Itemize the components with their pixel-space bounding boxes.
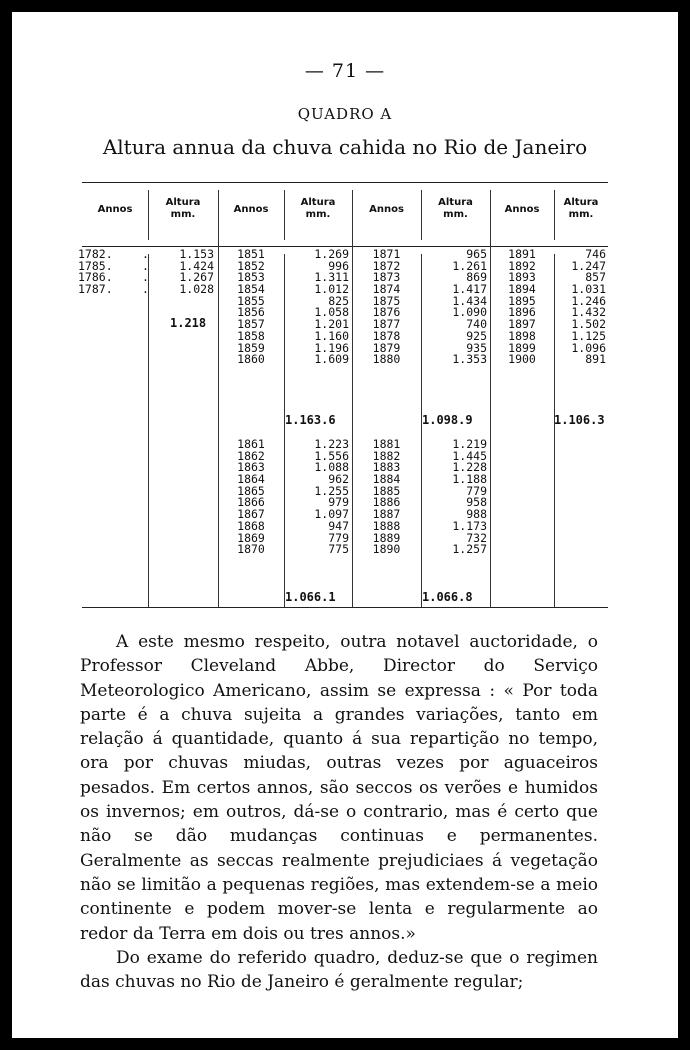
value-cell: 1.188 <box>452 472 487 487</box>
year-cell: 1870 <box>237 542 265 557</box>
year-cell: 1875 <box>372 293 401 308</box>
book-page <box>12 12 678 1038</box>
values-column-1870s <box>423 249 487 366</box>
year-cell: 1871 <box>372 247 401 261</box>
header-altura: Altura mm. <box>563 197 599 220</box>
value-cell: 740 <box>466 317 487 332</box>
value-cell: 1.609 <box>314 352 349 367</box>
year-cell: 1857 <box>237 317 265 332</box>
leader-dot: . <box>142 270 149 285</box>
year-cell: 1866 <box>237 495 265 510</box>
year-cell: 1898 <box>508 328 536 343</box>
years-column-1870s <box>352 249 421 366</box>
average-1890s: 1.106.3 <box>554 413 605 427</box>
value-cell: 779 <box>328 530 349 545</box>
year-cell: 1879 <box>372 340 401 355</box>
table-bottom-rule <box>82 607 608 608</box>
year-cell: 1858 <box>237 328 265 343</box>
year-cell: 1862 <box>237 448 265 463</box>
year-cell: 1877 <box>372 317 401 332</box>
year-cell: 1894 <box>508 282 536 297</box>
year-cell: 1852 <box>237 258 265 273</box>
year-cell: 1895 <box>508 293 536 308</box>
value-cell: 1.261 <box>452 258 487 273</box>
year-cell: 1896 <box>508 305 536 320</box>
page-number: — 71 — <box>304 60 386 82</box>
years-column-1880s <box>352 439 421 556</box>
year-cell: 1856 <box>237 305 265 320</box>
year-cell: 1863 <box>237 460 265 475</box>
value-cell: 1.223 <box>314 437 349 451</box>
value-cell: 1.219 <box>452 437 487 451</box>
year-cell: 1892 <box>508 258 536 273</box>
year-cell: 1890 <box>372 542 401 557</box>
value-cell: 996 <box>328 258 349 273</box>
years-column-1850s <box>218 249 284 366</box>
value-cell: 962 <box>328 472 349 487</box>
value-cell: 891 <box>585 352 606 367</box>
value-cell: 1.247 <box>571 258 606 273</box>
values-column-1850s <box>286 249 349 366</box>
year-cell: 1853 <box>237 270 265 285</box>
table-title: Altura annua da chuva cahida no Rio de Janeiro <box>102 135 588 159</box>
value-cell: 1.246 <box>571 293 606 308</box>
value-cell: 1.012 <box>314 282 349 297</box>
year-cell: 1869 <box>237 530 265 545</box>
value-cell: 988 <box>466 507 487 522</box>
average-1780s: 1.218 <box>170 316 207 330</box>
leader-dot: . <box>142 247 149 261</box>
year-cell: 1886 <box>372 495 401 510</box>
values-column-1890s <box>556 249 606 366</box>
value-cell: 1.432 <box>571 305 606 320</box>
years-column-1890s <box>490 249 554 366</box>
column-separator <box>284 254 285 607</box>
year-cell: 1876 <box>372 305 401 320</box>
paragraph: A este mesmo respeito, outra notavel auctoridade, o Professor Cleveland Abbe, Director do Serviço Meteorologico Americano, assim se expressa : « Por toda parte é a chuva sujeita a grandes variações, tanto em relação á quantidade, quanto á sua repartição no tempo, ora por chuvas miudas, outras vezes por aguaceiros pesados. Em certos annos, são seccos os verões e humidos os invernos; em outros, dá-se o contrario, mas é certo que não se dão mudanças continuas e permanentes. Geralmente as seccas realmente prejudiciaes á vegetação não se limitão a pequenas regiões, mas extendem-se a meio continente e podem mover-se lenta e regularmente ao redor da Terra em dois ou tres annos.» <box>80 632 598 944</box>
value-cell: 1.353 <box>452 352 487 367</box>
year-cell: 1881 <box>372 437 401 451</box>
year-cell: 1860 <box>237 352 265 367</box>
year-cell: 1891 <box>508 247 536 261</box>
value-cell: 1.097 <box>314 507 349 522</box>
leader-dot: . <box>142 258 149 273</box>
value-cell: 1.160 <box>314 328 349 343</box>
table-label: QUADRO A <box>297 105 393 123</box>
year-cell: 1787. <box>78 282 113 297</box>
year-cell: 1873 <box>372 270 401 285</box>
year-cell: 1880 <box>372 352 401 367</box>
year-cell: 1865 <box>237 483 265 498</box>
year-cell: 1854 <box>237 282 265 297</box>
year-cell: 1878 <box>372 328 401 343</box>
value-cell: 1.228 <box>452 460 487 475</box>
year-cell: 1864 <box>237 472 265 487</box>
value-cell: 1.424 <box>179 258 214 273</box>
table-top-rule <box>82 182 608 183</box>
value-cell: 958 <box>466 495 487 510</box>
value-cell: 925 <box>466 328 487 343</box>
header-altura: Altura mm. <box>300 197 336 220</box>
year-cell: 1861 <box>237 437 265 451</box>
year-cell: 1855 <box>237 293 265 308</box>
year-cell: 1867 <box>237 507 265 522</box>
average-1880s: 1.066.8 <box>422 590 473 604</box>
leader-dots-column <box>142 249 149 296</box>
years-column-1780s <box>78 249 113 296</box>
year-cell: 1887 <box>372 507 401 522</box>
value-cell: 746 <box>585 247 606 261</box>
value-cell: 1.090 <box>452 305 487 320</box>
values-column-1780s <box>150 249 214 296</box>
value-cell: 1.058 <box>314 305 349 320</box>
year-cell: 1888 <box>372 518 401 533</box>
year-cell: 1868 <box>237 518 265 533</box>
values-column-1880s <box>423 439 487 556</box>
value-cell: 1.173 <box>452 518 487 533</box>
value-cell: 1.196 <box>314 340 349 355</box>
value-cell: 935 <box>466 340 487 355</box>
value-cell: 1.125 <box>571 328 606 343</box>
year-cell: 1785. <box>78 258 113 273</box>
values-column-1860s <box>286 439 349 556</box>
average-1870s: 1.098.9 <box>422 413 473 427</box>
year-cell: 1893 <box>508 270 536 285</box>
year-cell: 1782. <box>78 247 113 261</box>
value-cell: 1.434 <box>452 293 487 308</box>
value-cell: 1.153 <box>179 247 214 261</box>
year-cell: 1859 <box>237 340 265 355</box>
year-cell: 1900 <box>508 352 536 367</box>
header-annos: Annos <box>369 204 404 215</box>
value-cell: 1.417 <box>452 282 487 297</box>
year-cell: 1874 <box>372 282 401 297</box>
value-cell: 779 <box>466 483 487 498</box>
value-cell: 857 <box>585 270 606 285</box>
value-cell: 1.096 <box>571 340 606 355</box>
year-cell: 1884 <box>372 472 401 487</box>
value-cell: 825 <box>328 293 349 308</box>
value-cell: 1.031 <box>571 282 606 297</box>
value-cell: 1.311 <box>314 270 349 285</box>
average-1860s: 1.066.1 <box>285 590 336 604</box>
column-separator <box>148 254 149 607</box>
rainfall-table <box>78 182 608 608</box>
value-cell: 775 <box>328 542 349 557</box>
value-cell: 1.255 <box>314 483 349 498</box>
body-text <box>80 630 598 994</box>
year-cell: 1889 <box>372 530 401 545</box>
header-annos: Annos <box>233 204 269 215</box>
value-cell: 1.502 <box>571 317 606 332</box>
value-cell: 1.201 <box>314 317 349 332</box>
header-altura: Altura mm. <box>438 197 473 220</box>
value-cell: 1.267 <box>179 270 214 285</box>
year-cell: 1851 <box>237 247 265 261</box>
column-separator <box>554 254 555 607</box>
header-annos: Annos <box>97 204 133 215</box>
column-separator <box>421 254 422 607</box>
value-cell: 979 <box>328 495 349 510</box>
year-cell: 1897 <box>508 317 536 332</box>
value-cell: 1.556 <box>314 448 349 463</box>
year-cell: 1899 <box>508 340 536 355</box>
header-altura: Altura mm. <box>165 197 201 220</box>
value-cell: 732 <box>466 530 487 545</box>
year-cell: 1872 <box>372 258 401 273</box>
value-cell: 1.445 <box>452 448 487 463</box>
value-cell: 1.028 <box>179 282 214 297</box>
value-cell: 869 <box>466 270 487 285</box>
paragraph: Do exame do referido quadro, deduz-se que o regimen das chuvas no Rio de Janeiro é geralmente regular; <box>80 947 598 993</box>
year-cell: 1786. <box>78 270 113 285</box>
year-cell: 1885 <box>372 483 401 498</box>
value-cell: 947 <box>328 518 349 533</box>
header-annos: Annos <box>504 204 540 215</box>
average-1850s: 1.163.6 <box>285 413 336 427</box>
year-cell: 1882 <box>372 448 401 463</box>
value-cell: 965 <box>466 247 487 261</box>
year-cell: 1883 <box>372 460 401 475</box>
value-cell: 1.088 <box>314 460 349 475</box>
value-cell: 1.257 <box>452 542 487 557</box>
value-cell: 1.269 <box>314 247 349 261</box>
years-column-1860s <box>218 439 284 556</box>
leader-dot: . <box>142 282 149 297</box>
